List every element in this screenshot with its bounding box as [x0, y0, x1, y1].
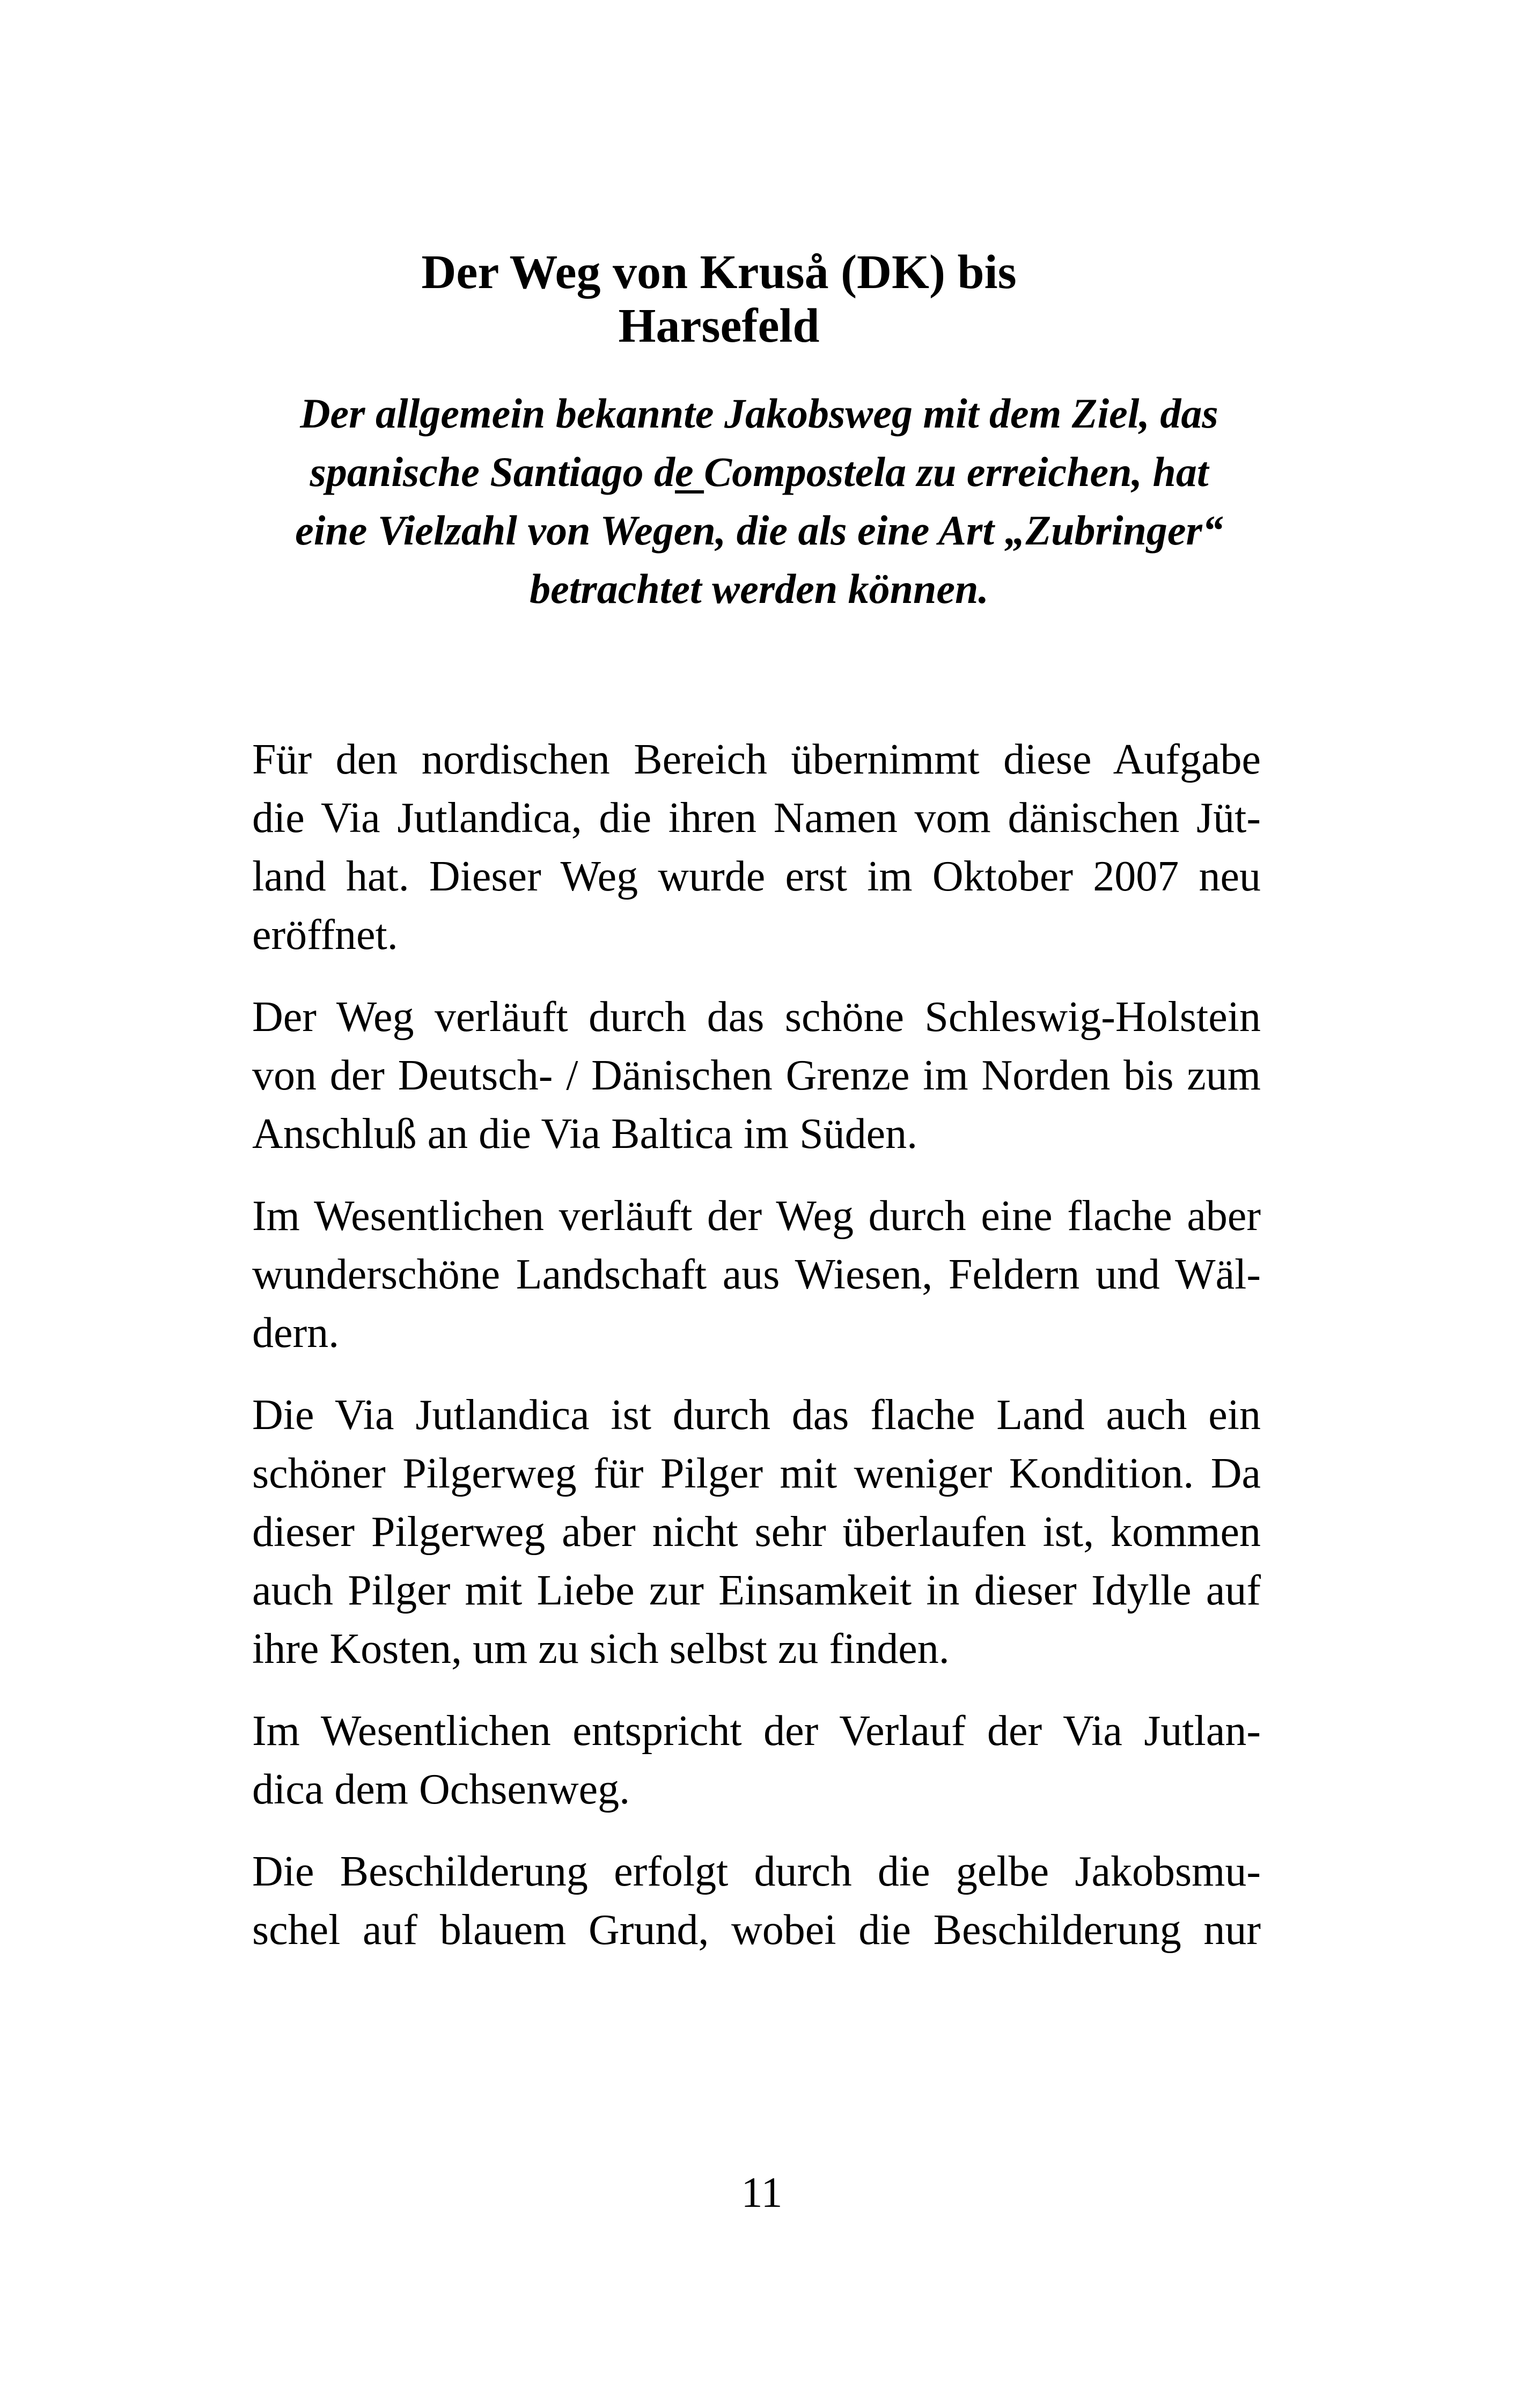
paragraph-5 — [252, 1702, 1261, 1819]
text-line: auch Pilger mit Liebe zur Einsamkeit in dieser Idylle auf — [252, 1567, 1261, 1614]
text-line: Im Wesentlichen entspricht der Verlauf der Via Jutlan- — [252, 1707, 1261, 1755]
subtitle-line-4: betrachtet werden können. — [530, 565, 989, 612]
text-line: land hat. Dieser Weg wurde erst im Oktober 2007 neu — [252, 853, 1261, 900]
paragraph-6 — [252, 1843, 1261, 1960]
page-number: 11 — [741, 2169, 783, 2216]
text-line: Anschluß an die Via Baltica im Süden. — [252, 1110, 918, 1158]
text-line: die Via Jutlandica, die ihren Namen vom dänischen Jüt- — [252, 794, 1261, 842]
subtitle-line-3: eine Vielzahl von Wegen, die als eine Art „Zubringer“ — [295, 507, 1223, 554]
text-line: dica dem Ochsenweg. — [252, 1766, 630, 1813]
chapter-title-line-2: Harsefeld — [618, 299, 820, 352]
text-line: schöner Pilgerweg für Pilger mit weniger Kondition. Da — [252, 1450, 1261, 1497]
body-text — [252, 731, 1261, 1983]
text-line: Der Weg verläuft durch das schöne Schleswig-Holstein — [252, 993, 1261, 1041]
text-line: dieser Pilgerweg aber nicht sehr überlaufen ist, kommen — [252, 1508, 1261, 1556]
text-line: Im Wesentlichen verläuft der Weg durch eine flache aber — [252, 1192, 1261, 1240]
text-line: Die Via Jutlandica ist durch das flache Land auch ein — [252, 1391, 1261, 1439]
text-line: Für den nordischen Bereich übernimmt diese Aufgabe — [252, 736, 1261, 783]
subtitle-line-2-start: spanische Santiago d — [310, 448, 675, 495]
chapter-title-line-1: Der Weg von Kruså (DK) bis — [421, 246, 1017, 299]
subtitle-line-2 — [225, 443, 1293, 501]
subtitle-underlined-text: e — [674, 448, 704, 495]
text-line: schel auf blauem Grund, wobei die Beschilderung nur — [252, 1906, 1261, 1954]
subtitle-line-2-end: Compostela zu erreichen, hat — [704, 448, 1209, 495]
text-line: wunderschöne Landschaft aus Wiesen, Feldern und Wäl- — [252, 1251, 1261, 1298]
paragraph-4 — [252, 1386, 1261, 1678]
text-line: von der Deutsch- / Dänischen Grenze im Norden bis zum — [252, 1052, 1261, 1099]
chapter-title — [247, 246, 1191, 353]
paragraph-1 — [252, 731, 1261, 964]
subtitle-line-1: Der allgemein bekannte Jakobsweg mit dem Ziel, das — [300, 390, 1218, 437]
text-line: Die Beschilderung erfolgt durch die gelbe Jakobsmu- — [252, 1848, 1261, 1895]
text-line: dern. — [252, 1309, 340, 1357]
text-line: ihre Kosten, um zu sich selbst zu finden. — [252, 1625, 950, 1673]
text-line: eröffnet. — [252, 911, 398, 959]
paragraph-3 — [252, 1187, 1261, 1363]
chapter-subtitle — [225, 384, 1293, 618]
paragraph-2 — [252, 988, 1261, 1164]
